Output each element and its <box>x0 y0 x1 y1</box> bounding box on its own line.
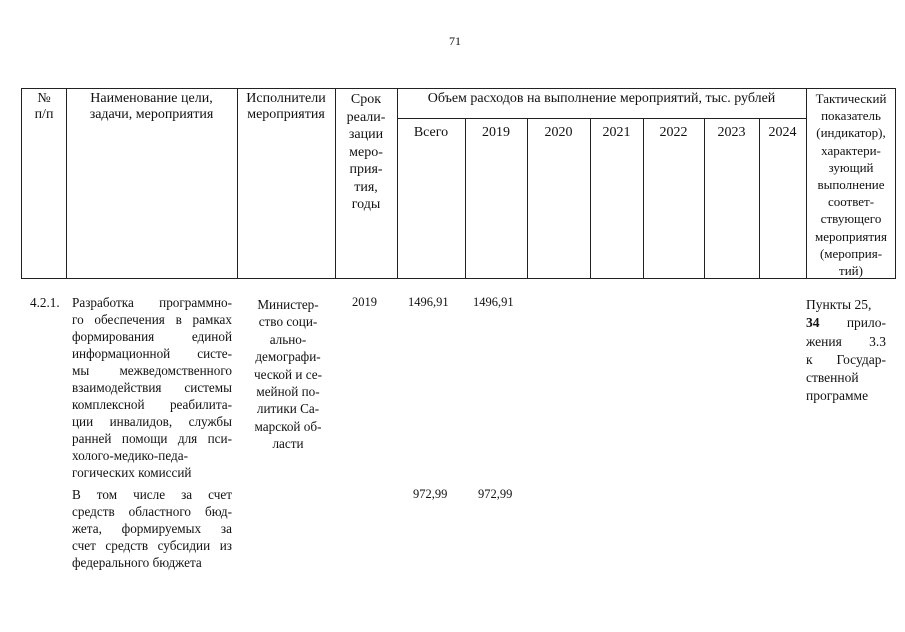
col-total-header: Всего <box>413 125 449 140</box>
name-line: В том числе за счет <box>72 487 232 502</box>
row-subsidy-total: 972,99 <box>413 487 448 501</box>
col-2021-header: 2021 <box>602 125 631 140</box>
name-line: мы межведомственного <box>72 363 232 378</box>
indicator-line: 34 прило- <box>806 315 886 331</box>
col-indicator-header: Тактический показатель (индикатор), характери- зующий выполнение соответ- ствующего мероприятия (мероприя- тий) <box>814 91 887 279</box>
col-2022-header: 2022 <box>659 125 688 140</box>
indicator-line: ственной <box>806 370 859 386</box>
name-line: гогических комиссий <box>72 465 192 480</box>
row-name <box>72 294 232 481</box>
indicator-line: к Государ- <box>806 351 886 367</box>
name-line: взаимодействия системы <box>72 380 232 395</box>
name-line: информационной систе- <box>72 346 232 361</box>
row-number: 4.2.1. <box>30 295 60 310</box>
name-line: ции инвалидов, службы <box>72 414 232 429</box>
col-2024-header: 2024 <box>768 125 797 140</box>
col-name-header: Наименование цели, задачи, мероприятия <box>89 91 214 122</box>
col-executor-header: Исполнители мероприятия <box>246 91 326 122</box>
name-line: формирования единой <box>72 329 232 344</box>
name-line: ранней помощи для пси- <box>72 431 232 446</box>
name-line: Разработка программно- <box>72 295 232 310</box>
col-number-header: № п/п <box>34 91 54 122</box>
row-2019-value: 1496,91 <box>473 295 514 309</box>
name-line: комплексной реабилита- <box>72 397 232 412</box>
indicator-line: жения 3.3 <box>806 333 886 349</box>
row-subsidy-name <box>72 486 232 571</box>
name-line: жета, формируемых за <box>72 521 232 536</box>
col-term-header: Срок реали- зации меро- прия- тия, годы <box>346 92 386 212</box>
page-number: 71 <box>449 34 461 48</box>
row-subsidy-2019-value: 972,99 <box>478 487 513 501</box>
col-expense-header: Объем расходов на выполнение мероприятий, тыс. рублей <box>427 91 776 106</box>
row-indicator <box>806 296 886 406</box>
name-line: средств областного бюд- <box>72 504 232 519</box>
name-line: федерального бюджета <box>72 555 202 570</box>
row-term: 2019 <box>352 295 377 309</box>
table-header <box>21 88 896 279</box>
name-line: счет средств субсидии из <box>72 538 232 553</box>
row-total: 1496,91 <box>408 295 449 309</box>
col-2023-header: 2023 <box>717 125 746 140</box>
name-line: холого-медико-педа- <box>72 448 188 463</box>
indicator-line: программе <box>806 388 869 404</box>
col-2020-header: 2020 <box>544 125 573 140</box>
row-executor: Министер- ство соци- ально- демографи- ческой и се- мейной по- литики Са- марской об- ласти <box>254 297 322 452</box>
indicator-line: Пункты 25, <box>806 297 872 312</box>
col-2019-header: 2019 <box>482 125 510 140</box>
name-line: го обеспечения в рамках <box>72 312 232 327</box>
